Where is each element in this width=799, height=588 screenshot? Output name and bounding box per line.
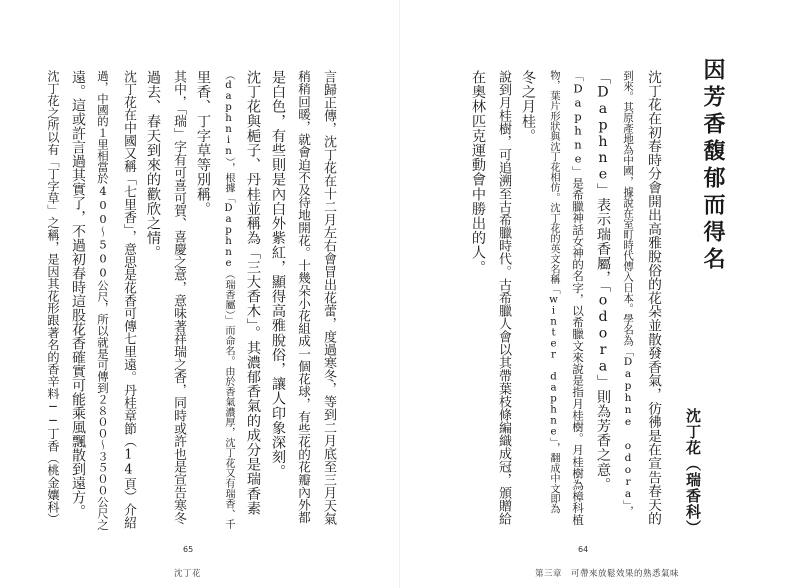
section-subtitle: 沈丁花（瑞香科） — [684, 408, 702, 536]
body-line: 稍稍回暖，就會迫不及待地開花。十幾朵小花組成一個花球，有些花的花瓣內外都 — [296, 70, 311, 524]
body-line: 「Daphne」表示瑞香屬，「odora」則為芳香之意。 — [595, 70, 611, 492]
body-line: 言歸正傳，沈丁花在十二月左右會冒出花蕾，度過寒冬，等到二月底至三月天氣 — [321, 70, 336, 525]
chapter-title: 因芳香馥郁而得名 — [700, 58, 726, 274]
body-line: 其中，「瑞」字有可喜可賀、喜慶之意，意味著祥瑞之香，同時或許也是宣告寒冬 — [171, 70, 186, 525]
body-line: 到來。其原產地為中國，據說在室町時代傳入日本。學名為「Daphne odora」， — [622, 70, 634, 517]
page-gutter — [399, 0, 400, 588]
page-number: 65 — [183, 545, 194, 554]
body-line: 冬之月桂。 — [520, 70, 536, 143]
running-footer: 沈丁花 — [174, 569, 202, 579]
body-line: 里香、丁字草等別稱。 — [195, 70, 211, 216]
body-line: 說到月桂樹，可追溯至古希臘時代。古希臘人會以其帶葉枝條編織成冠，頒贈給 — [496, 70, 511, 525]
body-line: 沈丁花之所以有「丁字草」之稱，是因其花形跟著名的香辛料──丁香（桃金孃科） — [46, 70, 60, 525]
body-line: 沈丁花在初春時分會開出高雅脫俗的花朵並散發香氣，彷彿是在宣告春天的 — [645, 70, 661, 526]
running-footer: 第三章 可帶來放鬆效果的熟悉氣味 — [535, 569, 680, 579]
body-line: 過去、春天到來的歡欣之情。 — [145, 70, 161, 260]
body-line: 沈丁花在中國又稱「七里香」，意思是花香可傳七里遠。丹桂章節（14頁）介紹 — [121, 70, 136, 529]
body-line: 沈丁花與梔子、丹桂並稱為「三大香木」。其濃郁香氣的成分是瑞香素 — [245, 70, 261, 516]
body-line: 遠。這或許言過其實了，不過初春時這股花香確實可能乘風飄散到遠方。 — [70, 70, 86, 518]
body-line: 「Daphne」是希臘神話女神的名字，以希臘文來說是指月桂樹。月桂樹為樟科植 — [571, 70, 585, 526]
body-line: 是白色，有些則是內白外紫紅，顯得高雅脫俗，讓人印象深刻。 — [270, 70, 286, 479]
body-line: 在奧林匹克運動會中勝出的人。 — [470, 70, 486, 275]
body-line: 過，中國的１里相當於400～500公尺，所以就是可傳到２８００～３５００公尺之 — [96, 70, 110, 531]
body-line: 物，葉片形狀與沈丁花相仿。沈丁花的英文名稱「winter daphne」，翻成中文即為 — [548, 70, 559, 514]
body-line: （daphnin），根據「Daphne（瑞香屬）」而命名。由於香氣濃厚，沈丁花又有瑞香、千 — [223, 70, 234, 530]
page-number: 64 — [578, 545, 589, 554]
